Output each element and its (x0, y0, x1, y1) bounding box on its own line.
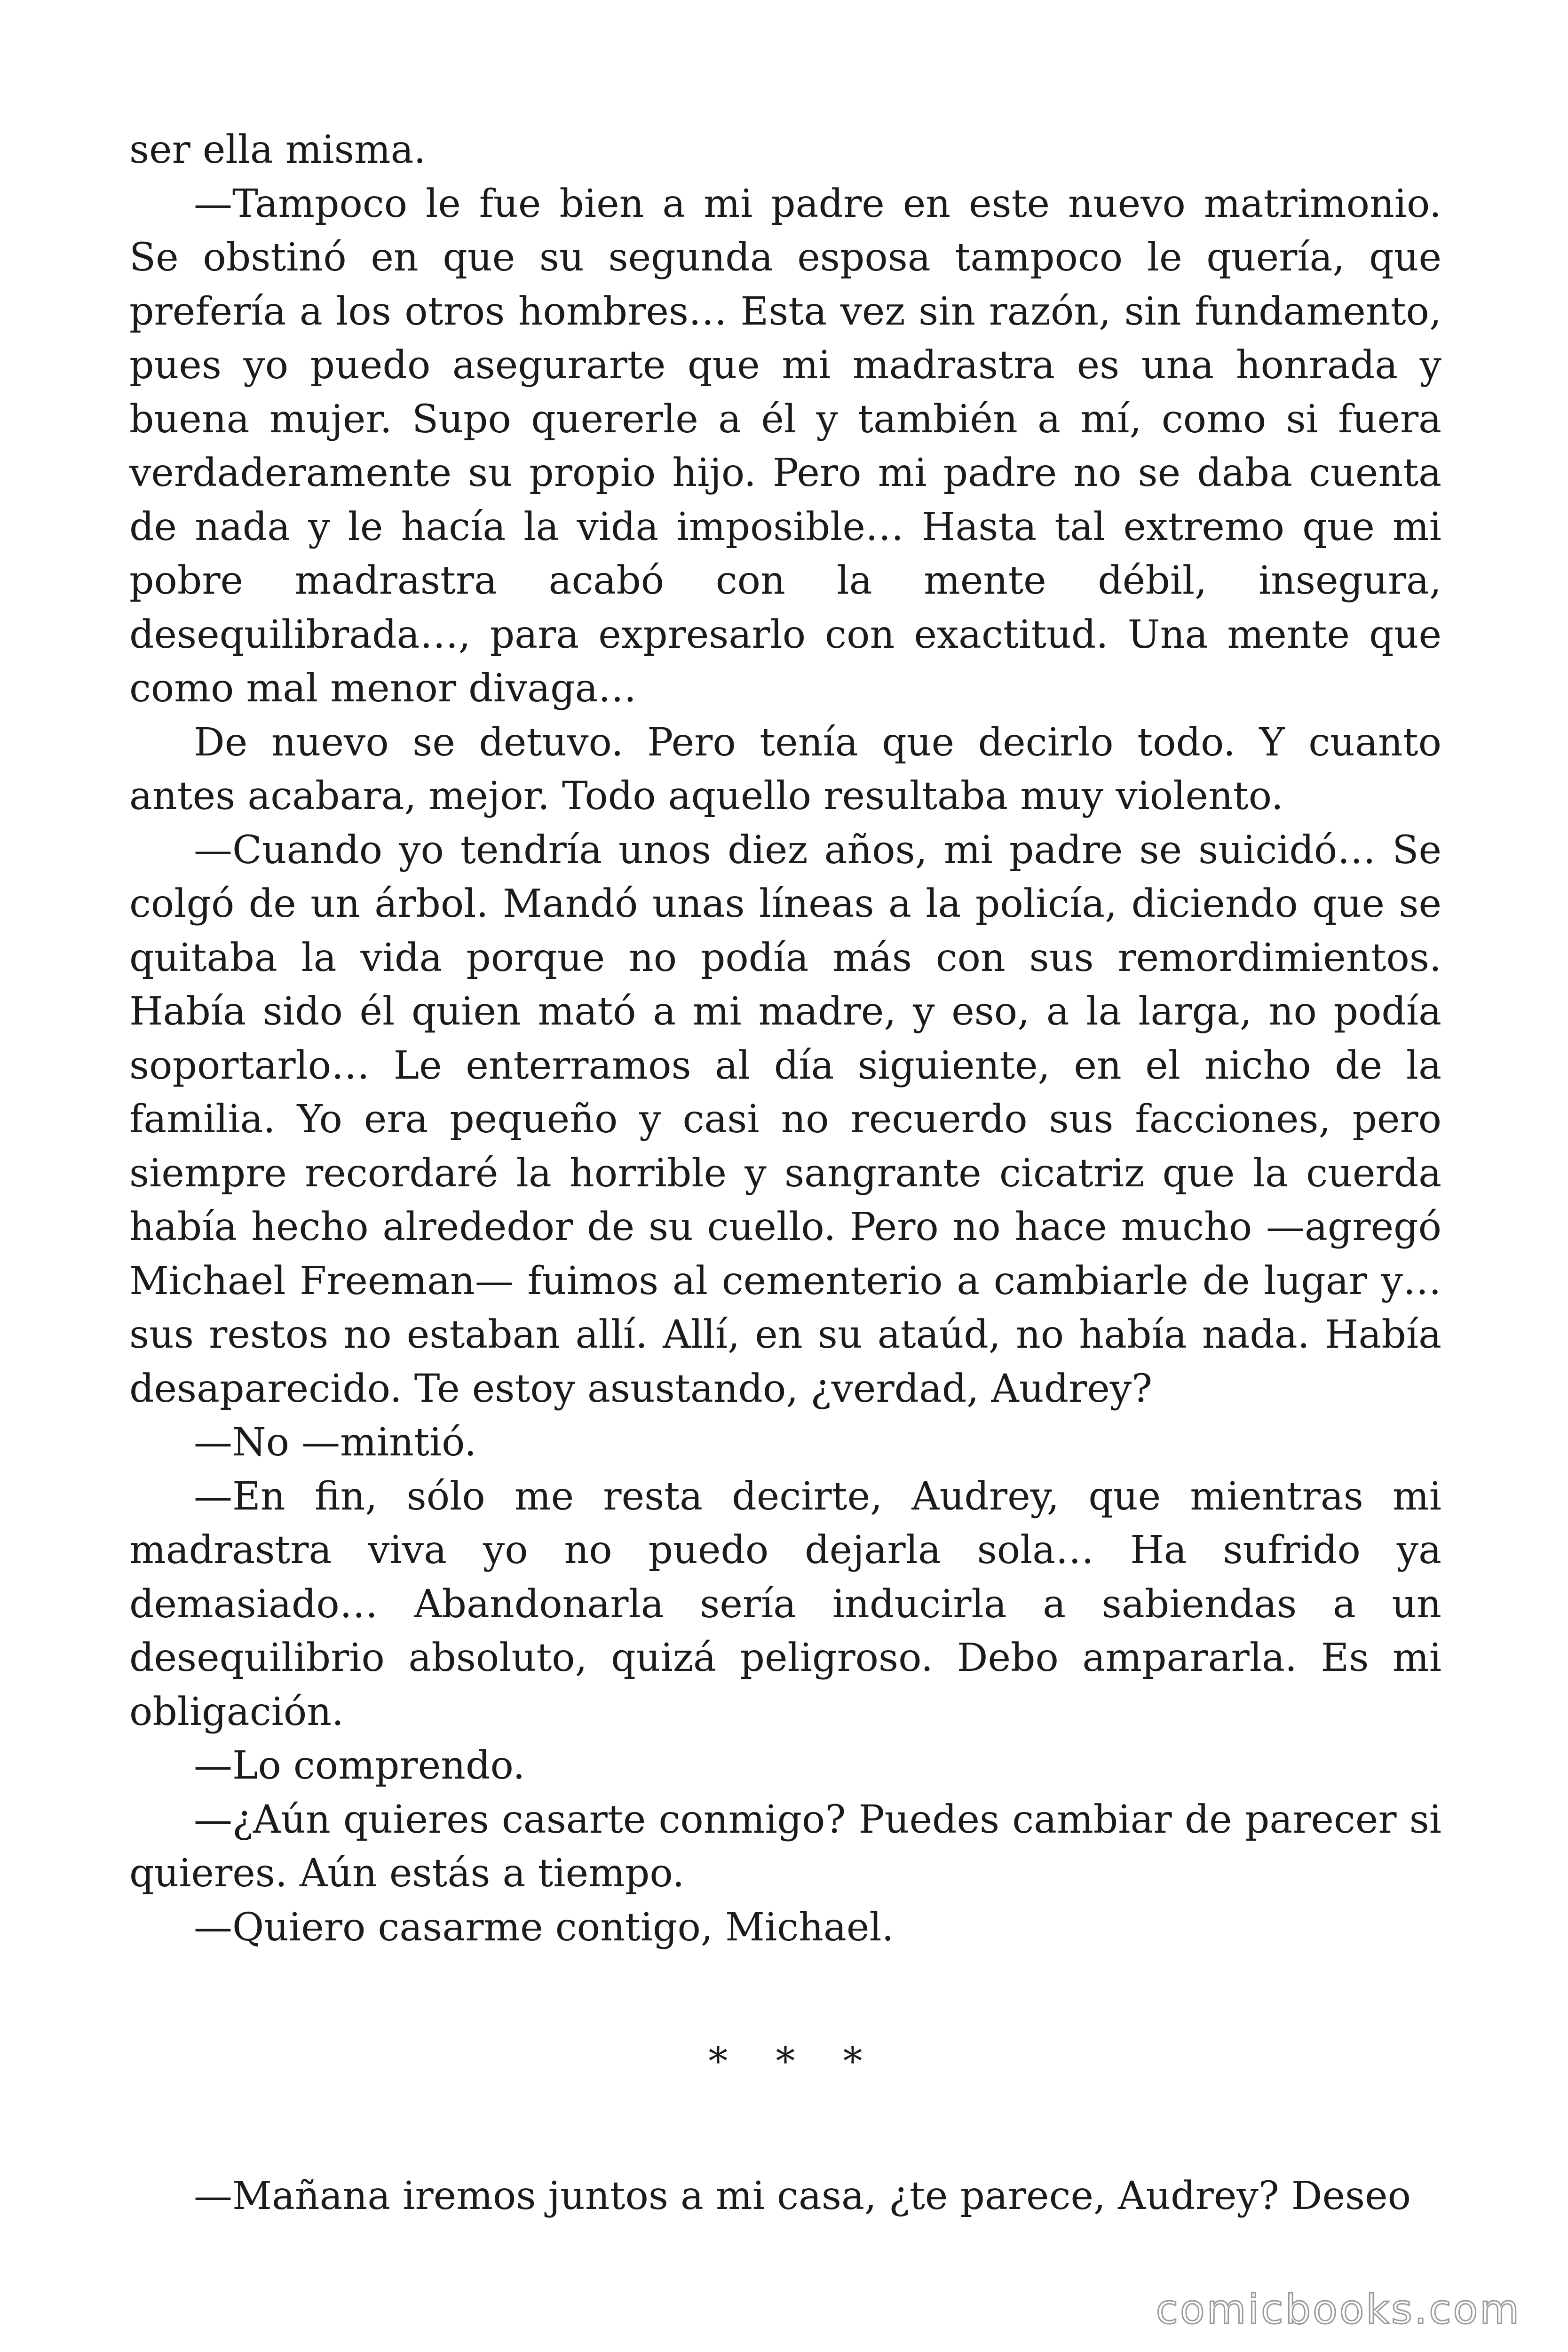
paragraph: De nuevo se detuvo. Pero tenía que decirlo todo. Y cuanto antes acabara, mejor. Todo aquello resultaba muy violento. (129, 720, 1441, 818)
paragraph: —No —mintió. (194, 1420, 477, 1465)
paragraph: —Tampoco le fue bien a mi padre en este nuevo matrimonio. Se obstinó en que su segunda esposa tampoco le quería, que prefería a los otros hombres… Esta vez sin razón, sin fundamento, pues yo puedo asegurarte que mi madrastra es una honrada y buena mujer. Supo quererle a él y también a mí, como si fuera verdaderamente su propio hijo. Pero mi padre no se daba cuenta de nada y le hacía la vida imposible… Hasta tal extremo que mi pobre madrastra acabó con la mente débil, insegura, desequilibrada…, para expresarlo con exactitud. Una mente que como mal menor divaga… (129, 181, 1441, 711)
paragraph: —En fin, sólo me resta decirte, Audrey, que mientras mi madrastra viva yo no puedo dejarla sola… Ha sufrido ya demasiado… Abandonarla sería inducirla a sabiendas a un desequilibrio absoluto, quizá peligroso. Debo ampararla. Es mi obligación. (129, 1474, 1441, 1734)
watermark: comicbooks.com (1156, 2286, 1521, 2333)
paragraph: —Quiero casarme contigo, Michael. (194, 1905, 894, 1950)
paragraph: —Cuando yo tendría unos diez años, mi padre se suicidó… Se colgó de un árbol. Mandó unas líneas a la policía, diciendo que se quitaba la vida porque no podía más con sus remordimientos. Había sido él quien mató a mi madre, y eso, a la larga, no podía soportarlo… Le enterramos al día siguiente, en el nicho de la familia. Yo era pequeño y casi no recuerdo sus facciones, pero siempre recordaré la horrible y sangrante cicatriz que la cuerda había hecho alrededor de su cuello. Pero no hace mucho —agregó Michael Freeman— fuimos al cementerio a cambiarle de lugar y… sus restos no estaban allí. Allí, en su ataúd, no había nada. Había desaparecido. Te estoy asustando, ¿verdad, Audrey? (129, 827, 1441, 1411)
paragraph: —¿Aún quieres casarte conmigo? Puedes cambiar de parecer si quieres. Aún estás a tiempo. (129, 1797, 1441, 1896)
section-separator: * * * (708, 2039, 880, 2084)
paragraph: —Mañana iremos juntos a mi casa, ¿te parece, Audrey? Deseo (194, 2173, 1411, 2218)
paragraph: ser ella misma. (129, 127, 426, 172)
book-page-text (129, 123, 1441, 2223)
paragraph: —Lo comprendo. (194, 1743, 525, 1788)
